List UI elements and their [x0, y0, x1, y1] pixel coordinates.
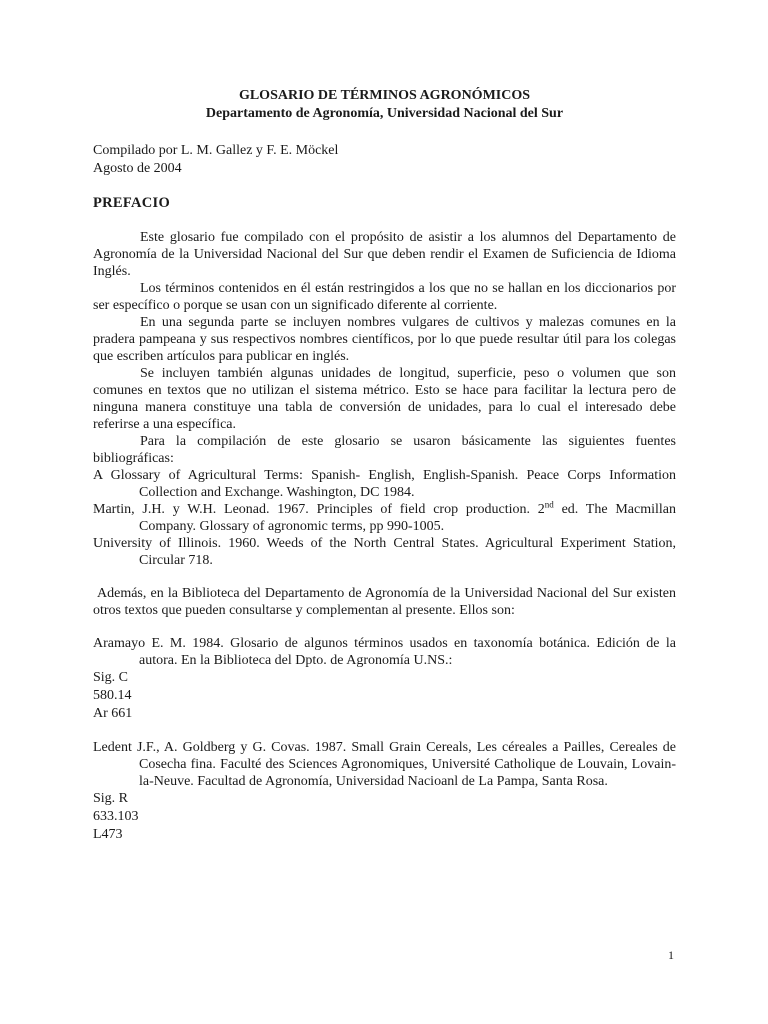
- signature-line: 580.14: [93, 688, 132, 703]
- library-reference: Aramayo E. M. 1984. Glosario de algunos términos usados en taxonomía botánica. Edición de la autora. En la Biblioteca del Dpto. de Agronomía U.NS.:: [93, 636, 676, 668]
- library-signature: [93, 669, 676, 723]
- compiled-by: Compilado por L. M. Gallez y F. E. Möckel: [93, 143, 339, 158]
- signature-line: Sig. C: [93, 670, 129, 685]
- preface-paragraph: Se incluyen también algunas unidades de longitud, superficie, peso o volumen que son comunes en textos que no utilizan el sistema métrico. Esto se hace para facilitar la lectura pero de ninguna manera constituye una tabla de conversión de unidades, para lo cual el interesado debe referirse a una específica.: [93, 366, 676, 432]
- preface-paragraph: Este glosario fue compilado con el propósito de asistir a los alumnos del Departamento de Agronomía de la Universidad Nacional del Sur que deben rendir el Examen de Suficiencia de Idioma Inglés.: [93, 230, 676, 279]
- page-number: 1: [668, 948, 674, 962]
- document-page: [93, 87, 676, 844]
- additional-intro: Además, en la Biblioteca del Departamento de Agronomía de la Universidad Nacional del Sur existen otros textos que pueden consultarse y complementan al presente. Ellos son:: [93, 586, 676, 618]
- source-reference-text: Martin, J.H. y W.H. Leonad. 1967. Principles of field crop production. 2: [93, 502, 545, 517]
- preface-paragraph: Los términos contenidos en él están restringidos a los que no se hallan en los diccionarios por ser específico o porque se usan con un significado diferente al corriente.: [93, 281, 676, 313]
- document-title: GLOSARIO DE TÉRMINOS AGRONÓMICOS: [238, 88, 531, 103]
- source-reference: University of Illinois. 1960. Weeds of the North Central States. Agricultural Experiment Station, Circular 718.: [93, 536, 676, 568]
- signature-line: Ar 661: [93, 706, 133, 721]
- source-reference-sup: nd: [544, 499, 554, 510]
- document-subtitle: Departamento de Agronomía, Universidad Nacional del Sur: [205, 106, 564, 121]
- signature-line: L473: [93, 827, 123, 842]
- source-reference: [93, 501, 676, 535]
- preface-paragraph: Para la compilación de este glosario se usaron básicamente las siguientes fuentes bibliográficas:: [93, 434, 676, 466]
- compiled-info: [93, 142, 676, 178]
- preface-paragraph: En una segunda parte se incluyen nombres vulgares de cultivos y malezas comunes en la pradera pampeana y sus respectivos nombres científicos, por lo que puede resultar útil para los colegas que escriben artículos para publicar en inglés.: [93, 315, 676, 364]
- source-reference: A Glossary of Agricultural Terms: Spanish- English, English-Spanish. Peace Corps Information Collection and Exchange. Washington, DC 1984.: [93, 468, 676, 500]
- source-reference-text: ed. The Macmillan Company. Glossary of agronomic terms, pp 990-1005.: [139, 502, 676, 534]
- compiled-date: Agosto de 2004: [93, 161, 182, 176]
- signature-line: 633.103: [93, 809, 139, 824]
- library-signature: [93, 790, 676, 844]
- preface-heading: PREFACIO: [93, 195, 171, 211]
- signature-line: Sig. R: [93, 791, 129, 806]
- library-reference: Ledent J.F., A. Goldberg y G. Covas. 1987. Small Grain Cereals, Les céreales a Pailles, Cereales de Cosecha fina. Faculté des Sciences Agronomiques, Université Catholique de Louvain, Lovain-la-Neuve. Facultad de Agronomía, Universidad Nacioanl de La Pampa, Santa Rosa.: [93, 740, 676, 789]
